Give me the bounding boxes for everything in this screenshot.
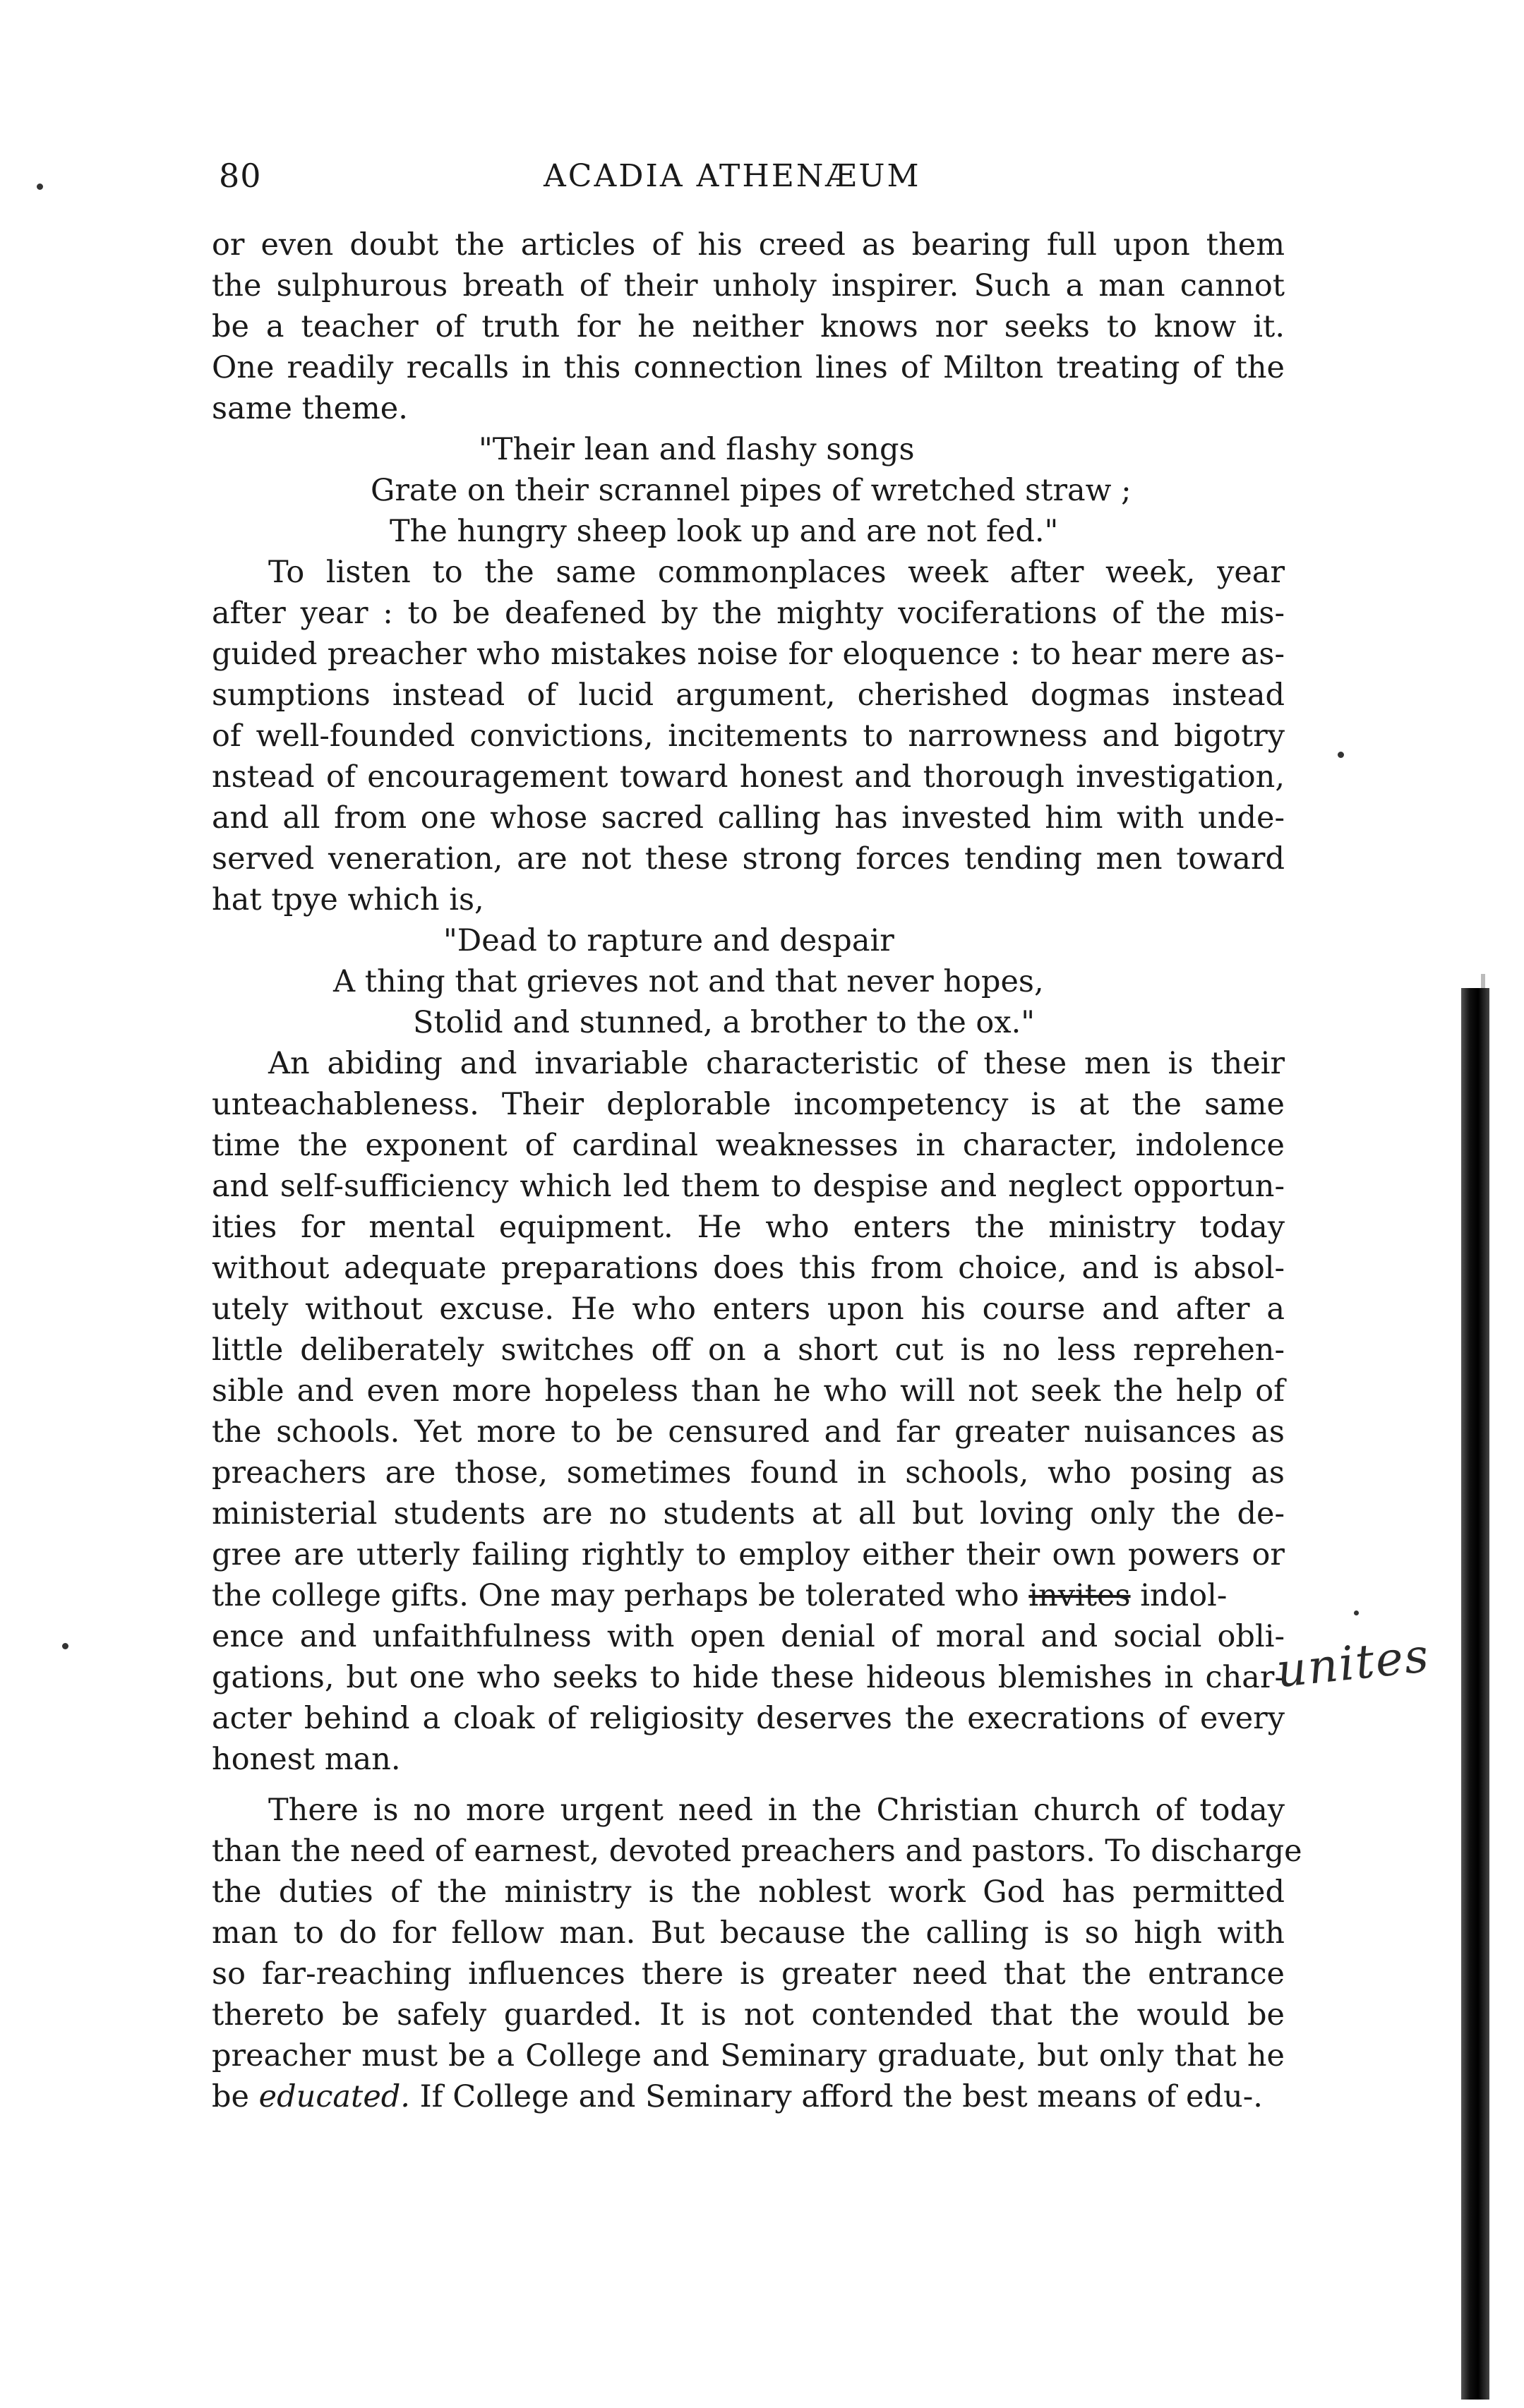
text-line: ence and unfaithfulness with open denial of moral and social obli- xyxy=(212,1619,1285,1654)
text-line: gree are utterly failing rightly to employ either their own powers or xyxy=(212,1537,1285,1572)
text-line: or even doubt the articles of his creed as bearing full upon them xyxy=(212,227,1285,263)
text-line: There is no more urgent need in the Christian church of today xyxy=(268,1793,1285,1828)
text-line: hat tpye which is, xyxy=(212,882,484,917)
text-segment: If College and Seminary afford the best means of edu-. xyxy=(409,2079,1263,2114)
paragraph-gap xyxy=(212,1780,1285,1790)
scan-speck xyxy=(62,1643,68,1649)
text-line: utely without excuse. He who enters upon his course and after a xyxy=(212,1292,1285,1327)
verse-line: Grate on their scrannel pipes of wretched straw ; xyxy=(371,473,1132,508)
text-line: same theme. xyxy=(212,391,408,426)
scan-speck xyxy=(1338,752,1344,758)
page-number: 80 xyxy=(219,157,262,195)
text-line-with-italic xyxy=(212,2076,1285,2117)
text-line: so far-reaching influences there is greater need that the entrance xyxy=(212,1956,1285,1992)
text-line: ities for mental equipment. He who enters the ministry today xyxy=(212,1210,1285,1245)
text-line: of well-founded convictions, incitements to narrowness and bigotry xyxy=(212,718,1285,754)
verse-line: A thing that grieves not and that never hopes, xyxy=(333,964,1044,999)
verse-line: "Their lean and flashy songs xyxy=(479,432,915,467)
text-line: unteachableness. Their deplorable incompetency is at the same xyxy=(212,1087,1285,1122)
text-segment: be xyxy=(212,2079,249,2114)
text-segment: indol- xyxy=(1130,1578,1228,1613)
struck-word: invites xyxy=(1028,1578,1131,1613)
text-segment: the college gifts. One may perhaps be tolerated who xyxy=(212,1578,1019,1613)
text-line: and self-sufficiency which led them to despise and neglect opportun- xyxy=(212,1169,1285,1204)
text-line: served veneration, are not these strong forces tending men toward xyxy=(212,841,1285,877)
text-line: little deliberately switches off on a short cut is no less reprehen- xyxy=(212,1332,1285,1368)
page-edge-binding xyxy=(1461,988,1489,2400)
italic-word: educated. xyxy=(258,2079,410,2114)
text-line: sumptions instead of lucid argument, cherished dogmas instead xyxy=(212,678,1285,713)
scan-speck xyxy=(37,183,43,190)
text-line: preachers are those, sometimes found in schools, who posing as xyxy=(212,1455,1285,1491)
text-line: the schools. Yet more to be censured and far greater nuisances as xyxy=(212,1414,1285,1450)
text-line: acter behind a cloak of religiosity deserves the execrations of every xyxy=(212,1701,1285,1736)
text-line: ministerial students are no students at all but loving only the de- xyxy=(212,1496,1285,1531)
verse-line: The hungry sheep look up and are not fed." xyxy=(390,514,1059,549)
text-line: preacher must be a College and Seminary graduate, but only that he xyxy=(212,2038,1285,2073)
text-line: than the need of earnest, devoted preachers and pastors. To discharge xyxy=(212,1834,1302,1869)
handwritten-margin-note: unites xyxy=(1273,1627,1433,1699)
text-line: honest man. xyxy=(212,1742,401,1777)
text-line: after year : to be deafened by the mighty vociferations of the mis- xyxy=(212,596,1285,631)
text-line: nstead of encouragement toward honest and thorough investigation, xyxy=(212,759,1285,795)
text-line: and all from one whose sacred calling has invested him with unde- xyxy=(212,800,1285,836)
text-line: time the exponent of cardinal weaknesses in character, indolence xyxy=(212,1128,1285,1163)
text-line: sible and even more hopeless than he who will not seek the help of xyxy=(212,1373,1285,1409)
text-line: To listen to the same commonplaces week after week, year xyxy=(268,555,1285,590)
text-line: One readily recalls in this connection lines of Milton treating of the xyxy=(212,350,1285,385)
text-line: the duties of the ministry is the noblest work God has permitted xyxy=(212,1874,1285,1910)
verse-line: Stolid and stunned, a brother to the ox." xyxy=(413,1005,1036,1040)
text-line: be a teacher of truth for he neither knows nor seeks to know it. xyxy=(212,309,1285,344)
scan-speck xyxy=(1354,1611,1359,1615)
running-head: ACADIA ATHENÆUM xyxy=(544,158,921,194)
text-line: An abiding and invariable characteristic of these men is their xyxy=(268,1046,1285,1081)
text-line: thereto be safely guarded. It is not contended that the would be xyxy=(212,1997,1285,2033)
body-text xyxy=(212,224,1302,2117)
verse-line: "Dead to rapture and despair xyxy=(443,923,894,958)
text-line: man to do for fellow man. But because the calling is so high with xyxy=(212,1915,1285,1951)
text-line: the sulphurous breath of their unholy inspirer. Such a man cannot xyxy=(212,268,1285,303)
text-line: gations, but one who seeks to hide these hideous blemishes in char- xyxy=(212,1660,1285,1695)
text-line: without adequate preparations does this from choice, and is absol- xyxy=(212,1251,1285,1286)
page-header xyxy=(212,157,1285,206)
text-line-with-correction xyxy=(212,1575,1285,1616)
text-line: guided preacher who mistakes noise for eloquence : to hear mere as- xyxy=(212,637,1285,672)
